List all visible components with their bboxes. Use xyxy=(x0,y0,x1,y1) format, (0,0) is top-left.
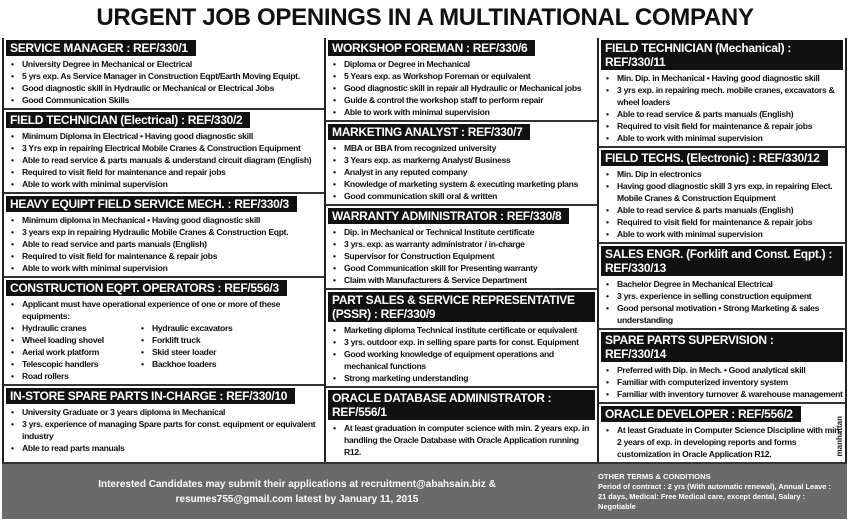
job-section xyxy=(599,146,845,242)
terms-title: OTHER TERMS & CONDITIONS xyxy=(598,471,711,481)
job-section xyxy=(599,402,845,462)
footer-band xyxy=(2,462,847,519)
equipment-row xyxy=(10,346,322,358)
terms-block xyxy=(592,468,847,516)
job-section xyxy=(599,328,845,402)
job-section xyxy=(326,38,597,120)
requirement-item: • Good communication skill oral & written xyxy=(332,190,595,202)
requirements-list xyxy=(4,58,324,106)
job-title-header: CONSTRUCTION EQPT. OPERATORS : REF/556/3 xyxy=(6,280,287,296)
job-section xyxy=(326,288,597,386)
requirement-item: • Good Communication skill for Presenting warranty xyxy=(332,262,595,274)
requirements-list xyxy=(599,168,845,240)
requirement-item: • Good Communication Skills xyxy=(10,94,322,106)
requirement-item: • 3 yrs. exp. as warranty administrator / in-charge xyxy=(332,238,595,250)
job-title-header: WARRANTY ADMINISTRATOR : REF/330/8 xyxy=(328,208,569,224)
columns xyxy=(2,38,847,462)
requirement-item: • Required to visit field for maintenance & repair jobs xyxy=(605,216,843,228)
requirement-item: • Good personal motivation • Strong Marketing & sales understanding xyxy=(605,302,843,326)
requirements-list xyxy=(4,214,324,274)
requirement-item: • 5 yrs exp. As Service Manager in Construction Eqpt/Earth Moving Equipt. xyxy=(10,70,322,82)
requirement-item: • 3 yrs. experience of managing Spare parts for const. equipment or equivalent industry xyxy=(10,418,322,442)
equipment-row xyxy=(10,322,322,334)
requirement-item: • Minimum diploma in Mechanical • Having good diagnostic skill xyxy=(10,214,322,226)
requirement-item: • Able to work with minimal supervision xyxy=(332,106,595,118)
equipment-item: • Road rollers xyxy=(10,370,69,382)
requirement-item: • Bachelor Degree in Mechanical Electrical xyxy=(605,278,843,290)
equipment-item: • Hydraulic cranes xyxy=(10,322,132,334)
requirement-item: • Minimum Diploma in Electrical • Having good diagnostic skill xyxy=(10,130,322,142)
requirement-item: • Familiar with inventory turnover & warehouse management xyxy=(605,388,843,400)
equipment-row xyxy=(10,334,322,346)
equipment-item: • Hydraulic excavators xyxy=(140,322,252,334)
job-title-header: IN-STORE SPARE PARTS IN-CHARGE : REF/330/10 xyxy=(6,388,295,404)
requirements-list xyxy=(4,406,324,454)
job-section xyxy=(326,386,597,460)
requirement-item: • Supervisor for Construction Equipment xyxy=(332,250,595,262)
requirement-item: • 3 yrs. outdoor exp. in selling spare parts for const. Equipment xyxy=(332,336,595,348)
requirement-item: • Able to work with minimal supervision xyxy=(10,178,322,190)
requirements-list xyxy=(326,324,597,384)
requirement-item: • Preferred with Dip. in Mech. • Good analytical skill xyxy=(605,364,843,376)
job-title-header: FIELD TECHS. (Electronic) : REF/330/12 xyxy=(601,150,828,166)
job-section xyxy=(4,384,324,456)
job-section xyxy=(4,192,324,276)
requirement-item: • Diploma or Degree in Mechanical xyxy=(332,58,595,70)
requirement-item: • University Degree in Mechanical or Electrical xyxy=(10,58,322,70)
requirement-item: • Able to read service & parts manuals (English) xyxy=(605,204,843,216)
requirement-item: • Knowledge of marketing system & executing marketing plans xyxy=(332,178,595,190)
page-title: URGENT JOB OPENINGS IN A MULTINATIONAL COMPANY xyxy=(96,4,754,31)
requirement-item: • Min. Dip in electronics xyxy=(605,168,843,180)
requirements-list xyxy=(326,58,597,118)
column-1 xyxy=(4,38,324,462)
job-title-header: ORACLE DATABASE ADMINISTRATOR : REF/556/1 xyxy=(328,390,595,420)
job-section xyxy=(4,276,324,384)
requirement-item: • Able to read service & parts manuals & understand circuit diagram (English) xyxy=(10,154,322,166)
requirements-list xyxy=(326,142,597,202)
equipment-item: • Backhoe loaders xyxy=(140,358,252,370)
requirement-item: • Good working knowledge of equipment operations and mechanical functions xyxy=(332,348,595,372)
job-title-header: FIELD TECHNICIAN (Electrical) : REF/330/2 xyxy=(6,112,250,128)
requirements-list xyxy=(599,72,845,144)
requirement-item: • Dip. in Mechanical or Technical Institute certificate xyxy=(332,226,595,238)
requirement-item: • Required to visit field for maintenance & repair jobs xyxy=(605,120,843,132)
requirement-item: • Able to read service and parts manuals (English) xyxy=(10,238,322,250)
job-title-header: SPARE PARTS SUPERVISION : REF/330/14 xyxy=(601,332,843,362)
requirement-item: • Familiar with computerized inventory system xyxy=(605,376,843,388)
requirement-item: • 3 Years exp. as markerng Analyst/ Business xyxy=(332,154,595,166)
requirements-list xyxy=(599,424,845,460)
requirement-item: • University Graduate or 3 years diploma in Mechanical xyxy=(10,406,322,418)
terms-text: Period of contract : 2 yrs (With automatic renewal), Annual Leave : 21 days, Medical: Free Medical care, except dental, Salary : Negotiable xyxy=(598,481,831,511)
requirement-item: • Guide & control the workshop staff to perform repair xyxy=(332,94,595,106)
requirement-item: • Having good diagnostic skill 3 yrs exp. in repairing Elect. Mobile Cranes & Construction Equipment xyxy=(605,180,843,204)
requirement-item: • Required to visit field for maintenance & repair jobs xyxy=(10,250,322,262)
requirement-item: • 3 Yrs exp in repairing Electrical Mobile Cranes & Construction Equipment xyxy=(10,142,322,154)
requirements-list xyxy=(326,422,597,458)
column-3 xyxy=(597,38,845,462)
job-section xyxy=(4,38,324,108)
requirement-item: • Good diagnostic skill in repair all Hydraulic or Mechanical jobs xyxy=(332,82,595,94)
requirement-item: • 5 Years exp. as Workshop Foreman or equivalent xyxy=(332,70,595,82)
job-title-header: FIELD TECHNICIAN (Mechanical) : REF/330/11 xyxy=(601,40,843,70)
requirement-item: • Strong marketing understanding xyxy=(332,372,595,384)
apply-line-1: Interested Candidates may submit their applications at recruitment@abahsain.biz & xyxy=(98,478,496,490)
requirements-list xyxy=(4,130,324,190)
job-title-header: ORACLE DEVELOPER : REF/556/2 xyxy=(601,406,801,422)
requirements-list xyxy=(326,226,597,286)
agency-stamp: manhattan xyxy=(835,415,844,456)
apply-line-2: resumes755@gmail.com latest by January 11, 2015 xyxy=(175,493,419,505)
requirements-list xyxy=(599,278,845,326)
job-section xyxy=(599,38,845,146)
job-section xyxy=(4,108,324,192)
requirement-item: • Applicant must have operational experience of one or more of these equipments: xyxy=(10,298,322,322)
job-title-header: HEAVY EQUIPT FIELD SERVICE MECH. : REF/330/3 xyxy=(6,196,297,212)
requirement-item: • At least graduation in computer science with min. 2 years exp. in handling the Oracle Database with Oracle Application running R12. xyxy=(332,422,595,458)
job-title-header: MARKETING ANALYST : REF/330/7 xyxy=(328,124,530,140)
requirement-item: • Claim with Manufacturers & Service Department xyxy=(332,274,595,286)
requirement-item: • 3 yrs exp. in repairing mech. mobile cranes, excavators & wheel loaders xyxy=(605,84,843,108)
requirement-item: • Able to read service & parts manuals (English) xyxy=(605,108,843,120)
requirement-item: • Analyst in any reputed company xyxy=(332,166,595,178)
equipment-item: • Telescopic handlers xyxy=(10,358,132,370)
equipment-item: • Wheel loading shovel xyxy=(10,334,132,346)
requirements-list xyxy=(4,298,324,382)
requirements-list xyxy=(599,364,845,400)
requirement-item: • Able to work with minimal supervision xyxy=(605,228,843,240)
job-title-header: SERVICE MANAGER : REF/330/1 xyxy=(6,40,196,56)
requirement-item: • 3 years exp in repairing Hydraulic Mobile Cranes & Construction Eqpt. xyxy=(10,226,322,238)
requirement-item: • Required to visit field for maintenance and repair jobs xyxy=(10,166,322,178)
equipment-row xyxy=(10,358,322,382)
requirement-item: • At least Graduate in Computer Science Discipline with min. 2 years of exp. in developing reports and forms customization in Oracle Application R12. xyxy=(605,424,843,460)
job-title-header: PART SALES & SERVICE REPRESENTATIVE (PSSR) : REF/330/9 xyxy=(328,292,595,322)
requirement-item: • Min. Dip. in Mechanical • Having good diagnostic skill xyxy=(605,72,843,84)
job-title-header: WORKSHOP FOREMAN : REF/330/6 xyxy=(328,40,535,56)
equipment-item: • Skid steer loader xyxy=(140,346,252,358)
requirement-item: • Marketing diploma Technical institute certificate or equivalent xyxy=(332,324,595,336)
equipment-item: • Forklift truck xyxy=(140,334,252,346)
requirement-item: • Good diagnostic skill in Hydraulic or Mechanical or Electrical Jobs xyxy=(10,82,322,94)
requirement-item: • Able to work with minimal supervision xyxy=(10,262,322,274)
equipment-item: • Aerial work platform xyxy=(10,346,132,358)
requirement-item: • Able to read parts manuals xyxy=(10,442,322,454)
requirement-item: • MBA or BBA from recognized university xyxy=(332,142,595,154)
column-2 xyxy=(324,38,597,462)
application-instructions xyxy=(2,473,592,511)
job-section xyxy=(326,120,597,204)
requirement-item: • 3 yrs. experience in selling construction equipment xyxy=(605,290,843,302)
job-section xyxy=(599,242,845,328)
job-title-header: SALES ENGR. (Forklift and Const. Eqpt.) : REF/330/13 xyxy=(601,246,843,276)
requirement-item: • Able to work with minimal supervision xyxy=(605,132,843,144)
job-section xyxy=(326,204,597,288)
